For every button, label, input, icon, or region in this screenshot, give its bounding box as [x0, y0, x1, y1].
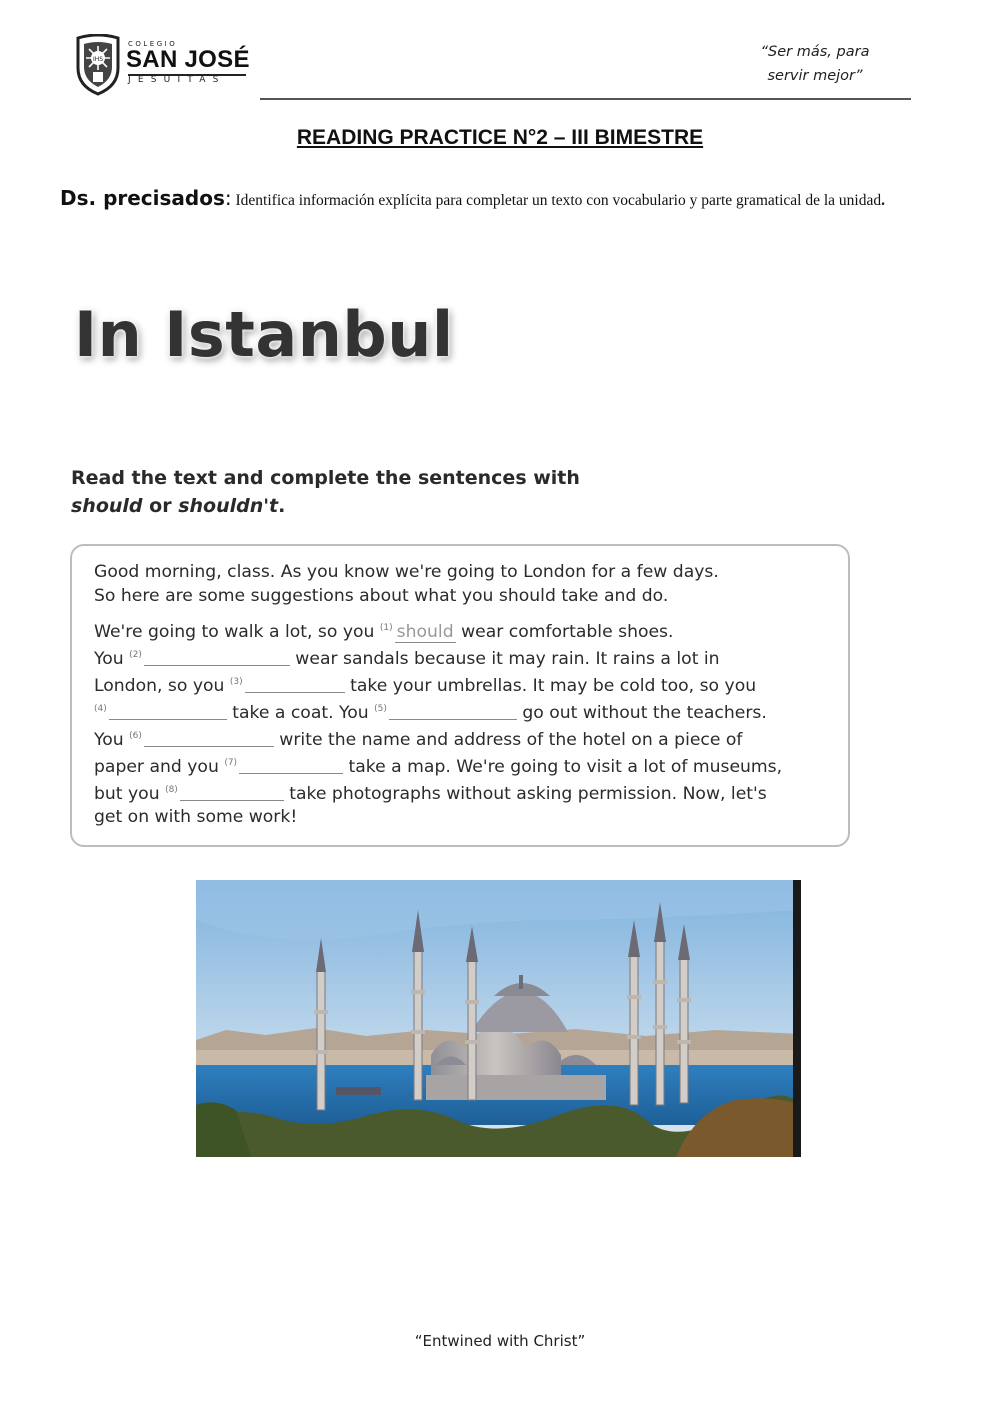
- gap-1-answer[interactable]: should: [396, 622, 454, 642]
- instruction-end: .: [278, 495, 286, 517]
- passage-text: You: [94, 730, 130, 750]
- gap-7-input[interactable]: [239, 759, 343, 774]
- instruction: [71, 464, 580, 520]
- motto-line-1: “Ser más, para: [760, 44, 870, 60]
- passage-text: take your umbrellas. It may be cold too, so you: [344, 676, 757, 696]
- ds-colon: :: [224, 186, 232, 210]
- gap-number-8: (8): [165, 785, 178, 795]
- gap-number-2: (2): [129, 650, 142, 660]
- passage-line-1: Good morning, class. As you know we're going to London for a few days.: [94, 562, 719, 582]
- blue-mosque-photo: [196, 880, 801, 1157]
- passage-text: London, so you: [94, 676, 230, 696]
- passage-line-9: [94, 784, 767, 804]
- passage-text: You: [94, 649, 130, 669]
- school-motto: [750, 40, 880, 88]
- instruction-shouldnt: shouldn't: [178, 495, 279, 517]
- passage-text: wear sandals because it may rain. It rains a lot in: [289, 649, 720, 669]
- desempenos-paragraph: [60, 184, 945, 215]
- instruction-should: should: [71, 495, 143, 517]
- ds-label: Ds. precisados: [60, 186, 225, 210]
- passage-text: write the name and address of the hotel on a piece of: [273, 730, 743, 750]
- mosque-illustration: [196, 880, 801, 1157]
- svg-text:IHS: IHS: [92, 56, 104, 63]
- shield-icon: [74, 34, 122, 96]
- logo-school-name: SAN JOSÉ: [126, 46, 250, 73]
- ds-text: Identifica información explícita para completar un texto con vocabulario y parte gramatical de la unidad: [231, 192, 882, 209]
- passage-text: take photographs without asking permission. Now, let's: [283, 784, 767, 804]
- gap-number-4: (4): [94, 704, 107, 714]
- instruction-line-2: [71, 492, 580, 520]
- page-title: READING PRACTICE N°2 – III BIMESTRE: [296, 126, 704, 149]
- gap-number-7: (7): [224, 758, 238, 768]
- passage-text: take a coat. You: [226, 703, 375, 723]
- gap-number-3: (3): [229, 677, 243, 687]
- gap-2-input[interactable]: [144, 651, 290, 666]
- logo-jesuitas-label: JESUITAS: [128, 75, 226, 85]
- passage-text: We're going to walk a lot, so you: [94, 622, 380, 642]
- logo-college-label: COLEGIO: [128, 40, 178, 48]
- header-divider: [260, 98, 911, 100]
- instruction-or: or: [142, 495, 179, 517]
- passage-line-5: [94, 676, 756, 696]
- passage-text: go out without the teachers.: [516, 703, 767, 723]
- passage-text: but you: [94, 784, 166, 804]
- school-logo: [74, 34, 254, 98]
- passage-line-10: get on with some work!: [94, 807, 298, 827]
- footer-motto: “Entwined with Christ”: [414, 1332, 586, 1350]
- instruction-line-1: Read the text and complete the sentences with: [71, 467, 580, 489]
- gap-8-input[interactable]: [180, 786, 284, 801]
- passage-line-3: [94, 622, 673, 642]
- gap-6-input[interactable]: [144, 732, 274, 747]
- passage-text: paper and you: [94, 757, 225, 777]
- gap-number-6: (6): [129, 731, 142, 741]
- section-heading: In Istanbul: [74, 298, 454, 371]
- ds-end: .: [881, 192, 885, 209]
- passage-text: take a map. We're going to visit a lot of museums,: [343, 757, 783, 777]
- reading-passage-box: [70, 544, 850, 847]
- gap-5-input[interactable]: [389, 705, 517, 720]
- gap-3-input[interactable]: [245, 678, 345, 693]
- passage-line-8: [94, 757, 782, 777]
- gap-number-5: (5): [374, 704, 387, 714]
- passage-text: wear comfortable shoes.: [455, 622, 674, 642]
- passage-line-6: [94, 703, 767, 723]
- passage-line-2: So here are some suggestions about what you should take and do.: [94, 586, 669, 606]
- passage-line-7: [94, 730, 743, 750]
- motto-line-2: servir mejor”: [767, 68, 863, 84]
- gap-4-input[interactable]: [109, 705, 227, 720]
- passage-line-4: [94, 649, 720, 669]
- gap-number-1: (1): [379, 623, 393, 633]
